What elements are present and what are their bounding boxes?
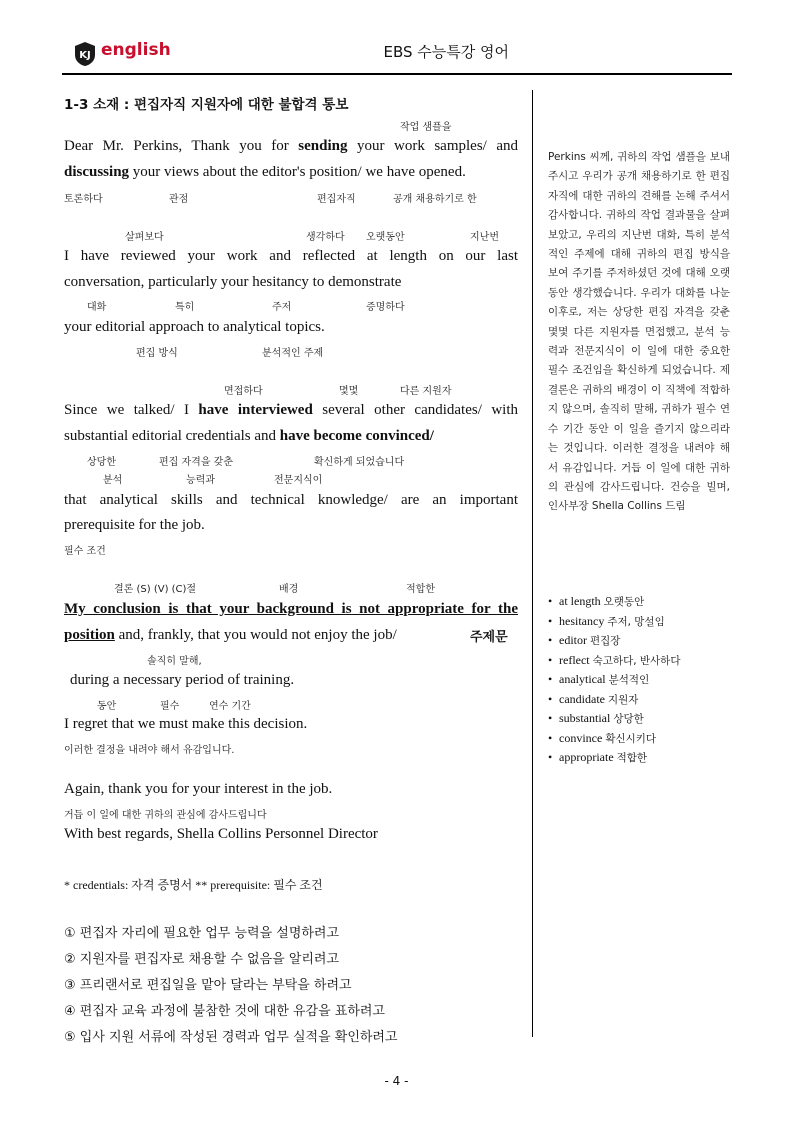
letter-line: position and, frankly, that you would not enjoy the job/	[64, 627, 397, 643]
topic-sentence: My conclusion is that your background is not appropriate for the	[64, 601, 518, 617]
gloss: 확신하게 되었습니다	[314, 457, 405, 468]
answer-choice-5[interactable]: ⑤ 입사 지원 서류에 작성된 경력과 업무 실적을 확인하려고	[64, 1030, 398, 1045]
gloss: 작업 샘플을	[400, 122, 452, 133]
letter-line: Dear Mr. Perkins, Thank you for sending your work samples/ and	[64, 138, 518, 154]
letter-line: discussing your views about the editor's position/ we have opened.	[64, 164, 466, 180]
gloss: 다른 지원자	[400, 386, 452, 397]
gloss: 적합한	[406, 584, 435, 595]
letter-signoff: With best regards, Shella Collins Personnel Director	[64, 826, 378, 842]
answer-choice-4[interactable]: ④ 편집자 교육 과정에 불참한 것에 대한 유감을 표하려고	[64, 1004, 385, 1019]
logo-text: english	[101, 40, 171, 60]
gloss: 증명하다	[366, 302, 405, 313]
letter-line: conversation, particularly your hesitancy to demonstrate	[64, 274, 402, 290]
letter-line: that analytical skills and technical knowledge/ are an important	[64, 492, 518, 508]
letter-line: Again, thank you for your interest in the job.	[64, 781, 333, 797]
letter-line: your editorial approach to analytical topics.	[64, 319, 325, 335]
column-divider	[532, 90, 533, 1037]
gloss: 분석적인 주제	[262, 348, 324, 359]
gloss: 특히	[175, 302, 195, 313]
answer-choice-2[interactable]: ② 지원자를 편집자로 채용할 수 없음을 알리려고	[64, 952, 340, 967]
gloss: 분석	[103, 475, 123, 486]
gloss: 전문지식이	[274, 475, 323, 486]
answer-choice-1[interactable]: ① 편집자 자리에 필요한 업무 능력을 설명하려고	[64, 926, 340, 941]
letter-line: I have reviewed your work and reflected at length on our last	[64, 248, 518, 264]
svg-text:KJ: KJ	[79, 50, 91, 61]
vocab-item: • convince 확신시키다	[548, 730, 657, 745]
gloss: 배경	[279, 584, 299, 595]
gloss: 생각하다	[306, 232, 345, 243]
vocab-item: • candidate 지원자	[548, 691, 639, 706]
vocab-item: • reflect 숙고하다, 반사하다	[548, 652, 681, 667]
gloss: 이러한 결정을 내려야 해서 유감입니다.	[64, 745, 235, 756]
gloss: 오랫동안	[366, 232, 405, 243]
header-title: EBS 수능특강 영어	[383, 43, 509, 61]
footnote: * credentials: 자격 증명서 ** prerequisite: 필수 조건	[64, 878, 323, 892]
gloss: 면접하다	[224, 386, 263, 397]
gloss: 편집 자격을 갖춘	[159, 457, 233, 468]
gloss: 동안	[97, 701, 117, 712]
gloss: 솔직히 말해,	[147, 656, 202, 667]
gloss: 거듭 이 일에 대한 귀하의 관심에 감사드립니다	[64, 810, 267, 821]
gloss: 주저	[272, 302, 292, 313]
gloss: 대화	[87, 302, 107, 313]
vocab-list	[548, 592, 680, 768]
section-title: 1-3 소재 : 편집자직 지원자에 대한 불합격 통보	[64, 97, 349, 113]
vocab-item: • hesitancy 주저, 망설임	[548, 613, 665, 628]
vocab-item: • appropriate 적합한	[548, 750, 648, 764]
gloss: 필수 조건	[64, 546, 106, 557]
gloss: 토론하다	[64, 194, 103, 205]
vocab-item: • analytical 분석적인	[548, 672, 650, 686]
gloss: 능력과	[186, 475, 215, 486]
gloss: 관점	[169, 194, 189, 205]
header-divider	[62, 73, 732, 75]
gloss: 살펴보다	[125, 232, 164, 243]
main-idea-label: 주제문	[470, 630, 508, 645]
gloss: 공개 채용하기로 한	[393, 194, 477, 205]
letter-line: substantial editorial credentials and have become convinced/	[64, 428, 434, 444]
vocab-item: • at length 오랫동안	[548, 594, 645, 608]
logo-badge-icon	[73, 41, 97, 67]
gloss: 상당한	[87, 457, 116, 468]
vocab-item: • substantial 상당한	[548, 711, 644, 725]
page-number: - 4 -	[384, 1074, 409, 1088]
vocab-item: • editor 편집장	[548, 633, 621, 647]
gloss: 필수	[160, 701, 180, 712]
gloss: 연수 기간	[209, 701, 251, 712]
letter-line: I regret that we must make this decision.	[64, 716, 308, 732]
answer-choice-3[interactable]: ③ 프리랜서로 편집일을 맡아 달라는 부탁을 하려고	[64, 978, 352, 993]
gloss: 편집 방식	[136, 348, 178, 359]
gloss: 지난번	[470, 232, 499, 243]
letter-line: prerequisite for the job.	[64, 517, 205, 533]
gloss: 편집자직	[317, 194, 356, 205]
translation-paragraph: Perkins 씨께, 귀하의 작업 샘플을 보내 주시고 우리가 공개 채용하기로 한 편집자직에 대한 귀하의 견해를 논해 주셔서 감사합니다. 귀하의 작업 결과물을 살펴보았고, 우리의 지난번 대화, 특히 분석적인 주제에 대해 귀하의 편집 방식을 보여 주기를 주저하셨던 것에 대해 오랫동안 생각했습니다. 우리가 대화를 나눈 이후로, 저는 상당한 편집 자격을 갖춘 몇몇 다른 지원자를 면접했고, 분석 능력과 전문지식이 이 일에 대한 중요한 필수 조건임을 확신하게 되었습니다. 제 결론은 귀하의 배경이 이 직책에 적합하지 않으며, 솔직히 말해, 귀하가 필수 연수 기간 동안 이 일을 즐기지 않으리라는 것입니다. 이러한 결정을 내려야 해서 유감입니다. 거듭 이 일에 대한 귀하의 관심에 감사드립니다. 건승을 빌며, 인사부장 Shella Collins 드림	[548, 151, 730, 513]
letter-line: during a necessary period of training.	[70, 672, 295, 688]
gloss: 결론 (S) (V) (C)절	[114, 584, 197, 595]
gloss: 몇몇	[339, 386, 359, 397]
letter-line: Since we talked/ I have interviewed several other candidates/ with	[64, 402, 518, 418]
